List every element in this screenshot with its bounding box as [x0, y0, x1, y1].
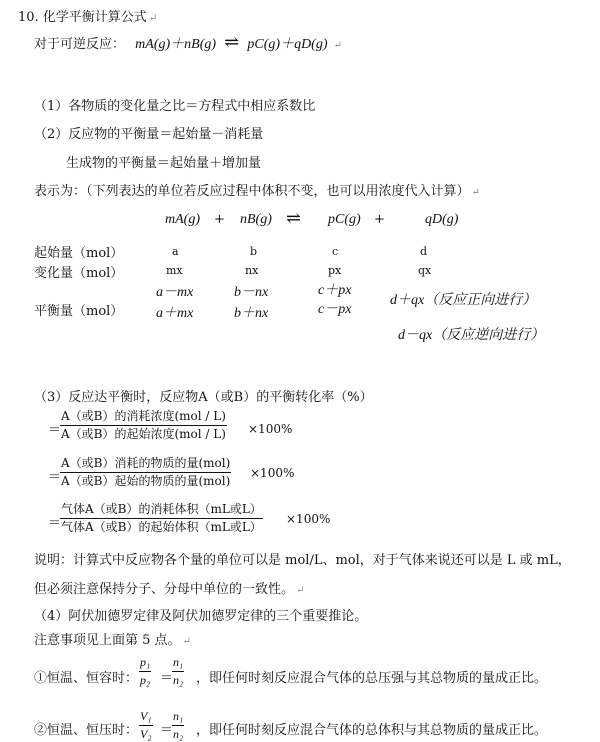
c1-right-bar: [172, 671, 184, 672]
item-1: [34, 95, 315, 114]
table-header-plus2: +: [374, 212, 385, 227]
row-eq-d-plus: d＋qx（反应正向进行）: [390, 293, 537, 308]
row-eq-b-plus: b＋nx: [234, 306, 269, 321]
conversion-title-text: （3）反应达平衡时，反应物A（或B）的平衡转化率（%）: [34, 390, 373, 405]
row-eq-c-minus: c－px: [318, 302, 352, 317]
eq-sign-1: ＝: [48, 423, 62, 438]
c1-right-den: n₂: [173, 673, 184, 687]
c2-left-den: V₂: [140, 727, 152, 741]
item-1-text: （1）各物质的变化量之比＝方程式中相应系数比: [34, 99, 316, 114]
c2-eq: ＝: [160, 723, 174, 738]
corollary-2-right-fraction: [172, 709, 184, 742]
row-change-qx: qx: [418, 264, 432, 277]
row-initial-label-text: 起始量（mol）: [34, 246, 124, 261]
item-2-text: （2）反应物的平衡量＝起始量－消耗量: [34, 127, 264, 142]
c1-right-num: n₁: [173, 655, 184, 669]
row-eq-b-minus: b－nx: [234, 285, 269, 300]
note-line-2-text: 但必须注意保持分子、分母中单位的一致性。: [34, 582, 295, 597]
row-eq-d-minus: d－qx（反应逆向进行）: [398, 328, 545, 343]
reaction-right: pC(g)＋qD(g): [247, 37, 328, 52]
row-eq-c-plus: c＋px: [318, 283, 352, 298]
c1-left-num: p₁: [140, 655, 151, 669]
avogadro-sub: [34, 629, 191, 648]
conversion-title: [34, 386, 373, 405]
row-change-px: px: [328, 264, 342, 277]
reaction-line: [34, 32, 342, 53]
row-equilibrium-label-text: 平衡量（mol）: [34, 304, 124, 319]
table-header-nb: nB(g): [240, 212, 272, 227]
avogadro-sub-text: 注意事项见上面第 5 点。: [34, 633, 181, 648]
c2-right-den: n₂: [173, 727, 184, 741]
c2-right-num: n₁: [173, 709, 184, 723]
row-initial-a: a: [172, 245, 179, 258]
row-initial-label: [34, 242, 123, 261]
item-2: [34, 123, 263, 142]
section-heading: [18, 6, 157, 25]
express-line: [34, 180, 480, 199]
eq-sign-2: ＝: [48, 470, 62, 485]
avogadro-title-text: （4）阿伏加德罗定律及阿伏加德罗定律的三个重要推论。: [34, 609, 368, 624]
fraction-2: [60, 456, 231, 489]
row-change-mx: mx: [166, 264, 183, 277]
fraction-3: [60, 502, 263, 535]
row-eq-a-minus: a－mx: [156, 285, 194, 300]
row-change-label: [34, 262, 123, 281]
table-header-pc: pC(g): [328, 212, 361, 227]
corollary-2-prefix: ②恒温、恒压时：: [34, 723, 139, 738]
corollary-1-prefix: ①恒温、恒容时：: [34, 671, 139, 686]
fraction-2-numerator: A（或B）消耗的物质的量(mol): [61, 456, 231, 470]
heading-text: 10. 化学平衡计算公式: [18, 10, 147, 25]
eq-sign-3: ＝: [48, 516, 62, 531]
c2-left-bar: [139, 725, 153, 726]
note-line-2: [34, 578, 304, 597]
times-100-2: ×100%: [250, 466, 295, 480]
fraction-3-denominator: 气体A（或B）的起始体积（mL或L）: [61, 520, 262, 534]
fraction-2-denominator: A（或B）起始的物质的量(mol): [61, 474, 231, 488]
item-2b: [66, 152, 261, 171]
table-header-arrow: ⇌: [286, 208, 302, 229]
row-equilibrium-label: [34, 300, 123, 319]
row-eq-a-plus: a＋mx: [156, 306, 194, 321]
corollary-2-text: ，即任何时刻反应混合气体的总体积与其总物质的量成正比。: [196, 723, 548, 738]
fraction-1: [60, 409, 227, 442]
c1-left-bar: [139, 671, 151, 672]
times-100-1: ×100%: [248, 422, 293, 436]
corollary-2-left-fraction: [139, 709, 153, 742]
c1-left-den: p₂: [140, 673, 151, 687]
table-header-plus1: +: [214, 212, 225, 227]
corollary-1-left-fraction: [139, 655, 151, 688]
corollary-1-right-fraction: [172, 655, 184, 688]
fraction-1-bar: [60, 425, 227, 426]
table-header-ma: mA(g): [165, 212, 200, 227]
paragraph-mark: ↵: [333, 40, 343, 51]
fraction-1-denominator: A（或B）的起始浓度(mol / L): [61, 427, 226, 441]
equilibrium-arrow: ⇌: [224, 32, 240, 53]
table-header-qd: qD(g): [425, 212, 459, 227]
row-change-label-text: 变化量（mol）: [34, 266, 124, 281]
paragraph-mark: ↵: [471, 187, 480, 198]
row-change-nx: nx: [245, 264, 259, 277]
c2-right-bar: [172, 725, 184, 726]
reaction-prefix: 对于可逆反应：: [34, 37, 126, 52]
note-line-1: [34, 549, 571, 568]
c2-left-num: V₁: [140, 709, 152, 723]
avogadro-title: [34, 605, 367, 624]
express-text: 表示为：（下列表达的单位若反应过程中体积不变，也可以用浓度代入计算）: [34, 184, 470, 199]
times-100-3: ×100%: [286, 512, 331, 526]
paragraph-mark: ↵: [148, 13, 158, 24]
item-2b-text: 生成物的平衡量＝起始量＋增加量: [66, 156, 262, 171]
fraction-3-bar: [60, 518, 263, 519]
fraction-3-numerator: 气体A（或B）的消耗体积（mL或L）: [61, 502, 262, 516]
row-initial-d: d: [420, 245, 428, 258]
paragraph-mark: ↵: [296, 585, 305, 596]
corollary-1-text: ，即任何时刻反应混合气体的总压强与其总物质的量成正比。: [196, 671, 548, 686]
note-line-1-text: 说明：计算式中反应物各个量的单位可以是 mol/L、mol，对于气体来说还可以是 L 或 mL，: [34, 553, 571, 568]
paragraph-mark: ↵: [182, 636, 191, 647]
row-initial-c: c: [332, 245, 339, 258]
c1-eq: ＝: [160, 671, 174, 686]
reaction-left: mA(g)＋nB(g): [135, 37, 217, 52]
fraction-2-bar: [60, 472, 231, 473]
fraction-1-numerator: A（或B）的消耗浓度(mol / L): [61, 409, 226, 423]
row-initial-b: b: [250, 245, 258, 258]
